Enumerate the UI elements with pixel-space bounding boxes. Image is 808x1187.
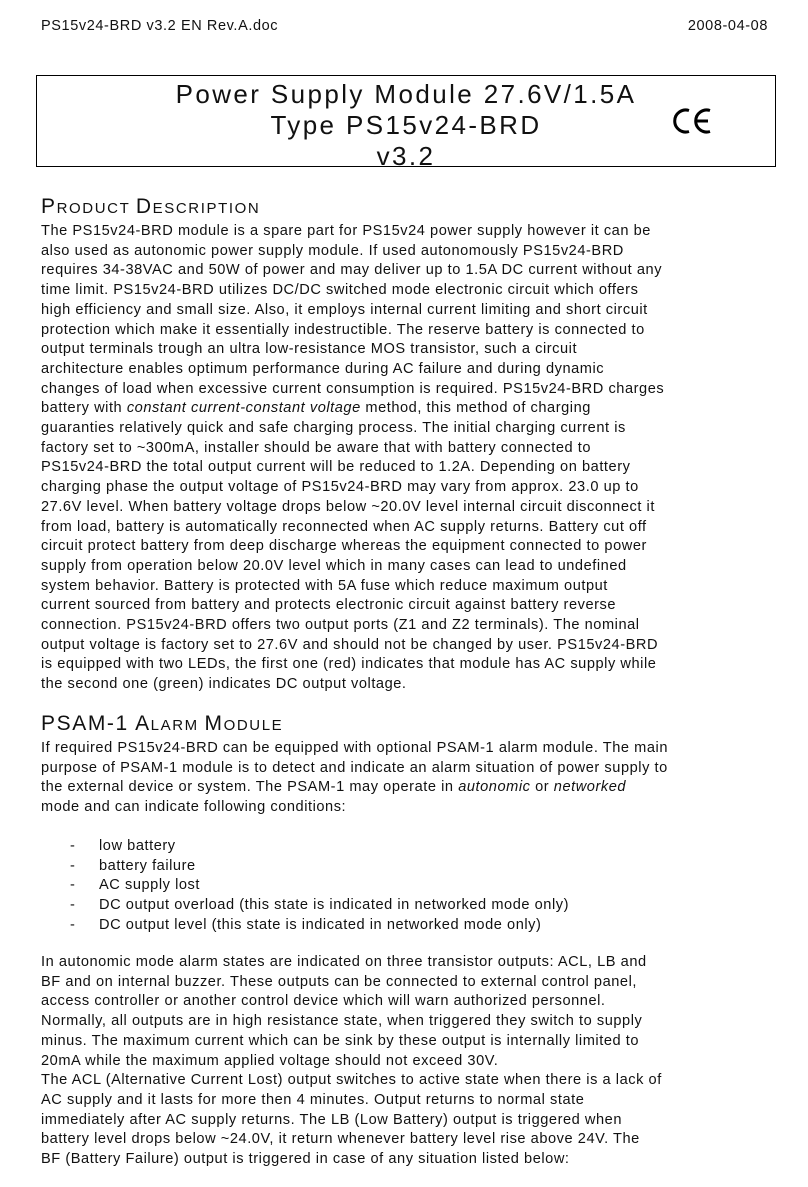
text-line: access controller or another control device which will warn authorized personnel. — [41, 993, 606, 1010]
text-line: charging phase the output voltage of PS15v24-BRD may vary from approx. 23.0 up to — [41, 479, 639, 496]
list-item-text: AC supply lost — [99, 877, 200, 894]
title-line-1: Power Supply Module 27.6V/1.5A — [175, 79, 637, 109]
title-box — [36, 75, 776, 171]
product-description-text — [41, 222, 767, 695]
text-line: high efficiency and small size. Also, it employs internal current limiting and short circuit — [41, 301, 648, 318]
bullet-dash: - — [70, 857, 76, 874]
text-line: battery level drops below ~24.0V, it return whenever battery level rise above 24V. The — [41, 1131, 640, 1148]
list-item — [70, 896, 569, 916]
text-line: the second one (green) indicates DC output voltage. — [41, 676, 407, 693]
text-line: supply from operation below 20.0V level which in many cases can lead to undefined — [41, 557, 627, 574]
title-block — [37, 79, 775, 172]
text-line: from load, battery is automatically reconnected when AC supply returns. Battery cut off — [41, 518, 647, 535]
text-line: In autonomic mode alarm states are indicated on three transistor outputs: ACL, LB and — [41, 954, 647, 970]
header-date: 2008-04-08 — [687, 18, 768, 34]
text-line: PS15v24-BRD the total output current will be reduced to 1.2A. Depending on battery — [41, 459, 631, 476]
text-line: purpose of PSAM-1 module is to detect and indicate an alarm situation of power supply to — [41, 759, 668, 776]
text-line: the external device or system. The PSAM-1 may operate in autonomic or networked — [41, 779, 627, 796]
list-item-text: low battery — [99, 838, 176, 854]
text-line: The PS15v24-BRD module is a spare part for PS15v24 power supply however it can be — [41, 223, 651, 239]
text-line: current sourced from battery and protects electronic circuit against battery reverse — [41, 597, 617, 614]
title-line-3: v3.2 — [376, 141, 436, 171]
header-filename: PS15v24-BRD v3.2 EN Rev.A.doc — [41, 18, 279, 34]
list-item-text: battery failure — [99, 857, 196, 874]
list-item — [70, 916, 541, 936]
list-item — [70, 837, 176, 857]
text-line: battery with constant current-constant voltage method, this method of charging — [41, 400, 591, 417]
text-line: Normally, all outputs are in high resistance state, when triggered they switch to supply — [41, 1013, 643, 1030]
text-line: output voltage is factory set to 27.6V and should not be changed by user. PS15v24-BRD — [41, 636, 659, 653]
text-line: BF (Battery Failure) output is triggered in case of any situation listed below: — [41, 1151, 570, 1168]
text-line: connection. PS15v24-BRD offers two output ports (Z1 and Z2 terminals). The nominal — [41, 617, 640, 634]
text-line: time limit. PS15v24-BRD utilizes DC/DC switched mode electronic circuit which offers — [41, 282, 639, 299]
text-line: If required PS15v24-BRD can be equipped with optional PSAM-1 alarm module. The main — [41, 740, 669, 756]
psam-heading: PSAM-1 ALARM MODULE — [41, 712, 284, 735]
ce-mark-icon — [669, 105, 715, 137]
text-line: 20mA while the maximum applied voltage should not exceed 30V. — [41, 1052, 499, 1069]
text-line: changes of load when excessive current consumption is required. PS15v24-BRD charges — [41, 380, 665, 397]
text-line: 27.6V level. When battery voltage drops below ~20.0V level internal circuit disconnect it — [41, 498, 655, 515]
text-line: AC supply and it lasts for more then 4 minutes. Output returns to normal state — [41, 1091, 585, 1108]
text-line: is equipped with two LEDs, the first one (red) indicates that module has AC supply while — [41, 656, 657, 673]
text-line: minus. The maximum current which can be sink by these output is internally limited to — [41, 1032, 640, 1049]
text-line: circuit protect battery from deep discharge whereas the equipment connected to power — [41, 538, 647, 555]
text-line: factory set to ~300mA, installer should be aware that with battery connected to — [41, 439, 592, 456]
text-line: architecture enables optimum performance during AC failure and during dynamic — [41, 360, 605, 377]
list-item-text: DC output level (this state is indicated in networked mode only) — [99, 916, 542, 933]
psam-body-text — [41, 953, 767, 1170]
text-line: mode and can indicate following conditions: — [41, 799, 347, 816]
text-line: protection which make it essentially indestructible. The reserve battery is connected to — [41, 321, 645, 338]
list-item-text: DC output overload (this state is indicated in networked mode only) — [99, 897, 570, 914]
title-line-2: Type PS15v24-BRD — [270, 110, 542, 140]
bullet-dash: - — [70, 897, 76, 914]
list-item — [70, 876, 200, 896]
text-line: BF and on internal buzzer. These outputs can be connected to external control panel, — [41, 973, 637, 990]
psam-intro-text — [41, 739, 767, 818]
text-line: guaranties relatively quick and safe charging process. The initial charging current is — [41, 420, 626, 437]
list-item — [70, 857, 196, 877]
text-line: system behavior. Battery is protected with 5A fuse which reduce maximum output — [41, 577, 608, 594]
text-line: requires 34-38VAC and 50W of power and may deliver up to 1.5A DC current without any — [41, 262, 663, 279]
bullet-dash: - — [70, 877, 76, 894]
text-line: also used as autonomic power supply module. If used autonomously PS15v24-BRD — [41, 242, 624, 259]
text-line: output terminals trough an ultra low-resistance MOS transistor, such a circuit — [41, 341, 578, 358]
text-line: The ACL (Alternative Current Lost) output switches to active state when there is a lack of — [41, 1072, 662, 1089]
bullet-dash: - — [70, 916, 76, 933]
product-description-heading: PRODUCT DESCRIPTION — [41, 195, 261, 218]
bullet-dash: - — [70, 838, 76, 854]
text-line: immediately after AC supply returns. The LB (Low Battery) output is triggered when — [41, 1111, 622, 1128]
